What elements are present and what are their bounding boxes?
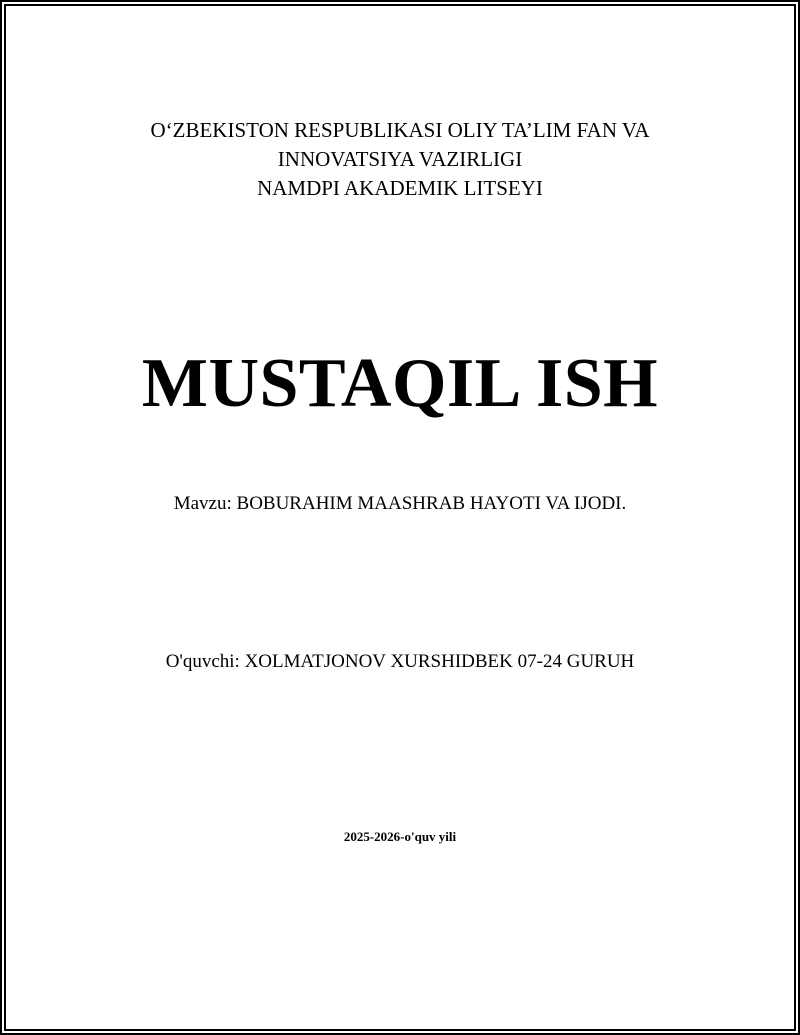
institution-header-line-1: O‘ZBEKISTON RESPUBLIKASI OLIY TA’LIM FAN VA bbox=[150, 118, 650, 142]
student-line: O'quvchi: XOLMATJONOV XURSHIDBEK 07-24 GURUH bbox=[165, 651, 635, 672]
institution-header-line-3: NAMDPI AKADEMIK LITSEYI bbox=[257, 176, 543, 200]
institution-header bbox=[6, 116, 794, 203]
institution-header-line-2: INNOVATSIYA VAZIRLIGI bbox=[277, 147, 523, 171]
page-border-inner bbox=[4, 4, 796, 1031]
document-title: MUSTAQIL ISH bbox=[141, 345, 659, 422]
academic-year-footer: 2025-2026-o'quv yili bbox=[343, 829, 457, 844]
topic-line: Mavzu: BOBURAHIM MAASHRAB HAYOTI VA IJODI. bbox=[173, 493, 627, 514]
